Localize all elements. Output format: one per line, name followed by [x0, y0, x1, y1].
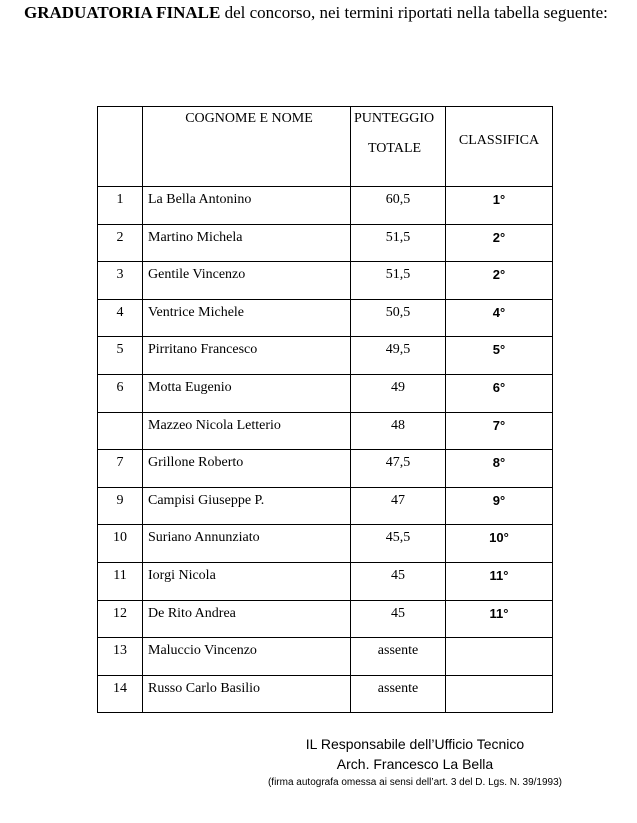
table-row: [98, 562, 553, 600]
table-row: [98, 337, 553, 375]
row-score: 47,5: [351, 450, 446, 488]
row-score: 45: [351, 600, 446, 638]
row-score: 45: [351, 562, 446, 600]
header-score-line1: PUNTEGGIO: [354, 111, 435, 126]
row-rank: [446, 675, 553, 713]
row-rank: 1°: [446, 187, 553, 225]
row-score: 49,5: [351, 337, 446, 375]
row-name: Gentile Vincenzo: [143, 262, 351, 300]
row-number: 5: [98, 337, 143, 375]
row-name: Ventrice Michele: [143, 299, 351, 337]
row-number: 12: [98, 600, 143, 638]
row-name: Campisi Giuseppe P.: [143, 487, 351, 525]
row-name: Iorgi Nicola: [143, 562, 351, 600]
row-score: 47: [351, 487, 446, 525]
row-name: Mazzeo Nicola Letterio: [143, 412, 351, 450]
row-score: 51,5: [351, 224, 446, 262]
row-score: 48: [351, 412, 446, 450]
row-rank: 6°: [446, 374, 553, 412]
header-rank: CLASSIFICA: [458, 133, 540, 148]
row-score: assente: [351, 675, 446, 713]
row-name: Grillone Roberto: [143, 450, 351, 488]
row-score: 50,5: [351, 299, 446, 337]
row-number: 14: [98, 675, 143, 713]
table-row: [98, 224, 553, 262]
table-row: [98, 262, 553, 300]
row-number: 10: [98, 525, 143, 563]
row-number: 6: [98, 374, 143, 412]
header-score-line2: TOTALE: [368, 141, 422, 156]
row-name: Suriano Annunziato: [143, 525, 351, 563]
row-rank: 2°: [446, 262, 553, 300]
table-row: [98, 299, 553, 337]
intro-bold: GRADUATORIA FINALE: [24, 3, 221, 22]
row-number: [98, 412, 143, 450]
row-rank: 5°: [446, 337, 553, 375]
row-number: 4: [98, 299, 143, 337]
header-score-cell: [351, 107, 446, 187]
row-number: 13: [98, 638, 143, 676]
row-name: Pirritano Francesco: [143, 337, 351, 375]
row-number: 7: [98, 450, 143, 488]
header-name-cell: [143, 107, 351, 187]
row-rank: 4°: [446, 299, 553, 337]
table-row: [98, 187, 553, 225]
row-rank: 11°: [446, 562, 553, 600]
row-name: Maluccio Vincenzo: [143, 638, 351, 676]
table-row: [98, 412, 553, 450]
row-rank: 10°: [446, 525, 553, 563]
header-number: [98, 107, 143, 187]
row-score: 45,5: [351, 525, 446, 563]
row-number: 1: [98, 187, 143, 225]
row-name: De Rito Andrea: [143, 600, 351, 638]
row-name: Russo Carlo Basilio: [143, 675, 351, 713]
row-name: Motta Eugenio: [143, 374, 351, 412]
table-row: [98, 374, 553, 412]
row-rank: 2°: [446, 224, 553, 262]
header-rank-cell: [446, 107, 553, 187]
row-number: 9: [98, 487, 143, 525]
row-score: assente: [351, 638, 446, 676]
table-row: [98, 450, 553, 488]
row-rank: 7°: [446, 412, 553, 450]
row-rank: 9°: [446, 487, 553, 525]
intro-rest: del concorso, nei termini riportati nella tabella seguente:: [220, 3, 608, 22]
table-row: [98, 525, 553, 563]
row-number: 3: [98, 262, 143, 300]
table-row: [98, 638, 553, 676]
row-number: 11: [98, 562, 143, 600]
row-name: La Bella Antonino: [143, 187, 351, 225]
table-row: [98, 675, 553, 713]
signature-note: (firma autografa omessa ai sensi dell’art. 3 del D. Lgs. N. 39/1993): [267, 777, 563, 788]
ranking-table: [97, 106, 553, 713]
row-rank: 11°: [446, 600, 553, 638]
row-rank: [446, 638, 553, 676]
row-number: 2: [98, 224, 143, 262]
signature-title: IL Responsabile dell’Ufficio Tecnico: [305, 736, 525, 752]
intro-text: [24, 3, 608, 23]
signature-name: Arch. Francesco La Bella: [336, 756, 494, 772]
row-name: Martino Michela: [143, 224, 351, 262]
row-rank: 8°: [446, 450, 553, 488]
table-header-row: [98, 107, 553, 187]
row-score: 60,5: [351, 187, 446, 225]
row-score: 51,5: [351, 262, 446, 300]
header-name: COGNOME E NOME: [185, 111, 313, 126]
table-row: [98, 487, 553, 525]
table-row: [98, 600, 553, 638]
row-score: 49: [351, 374, 446, 412]
